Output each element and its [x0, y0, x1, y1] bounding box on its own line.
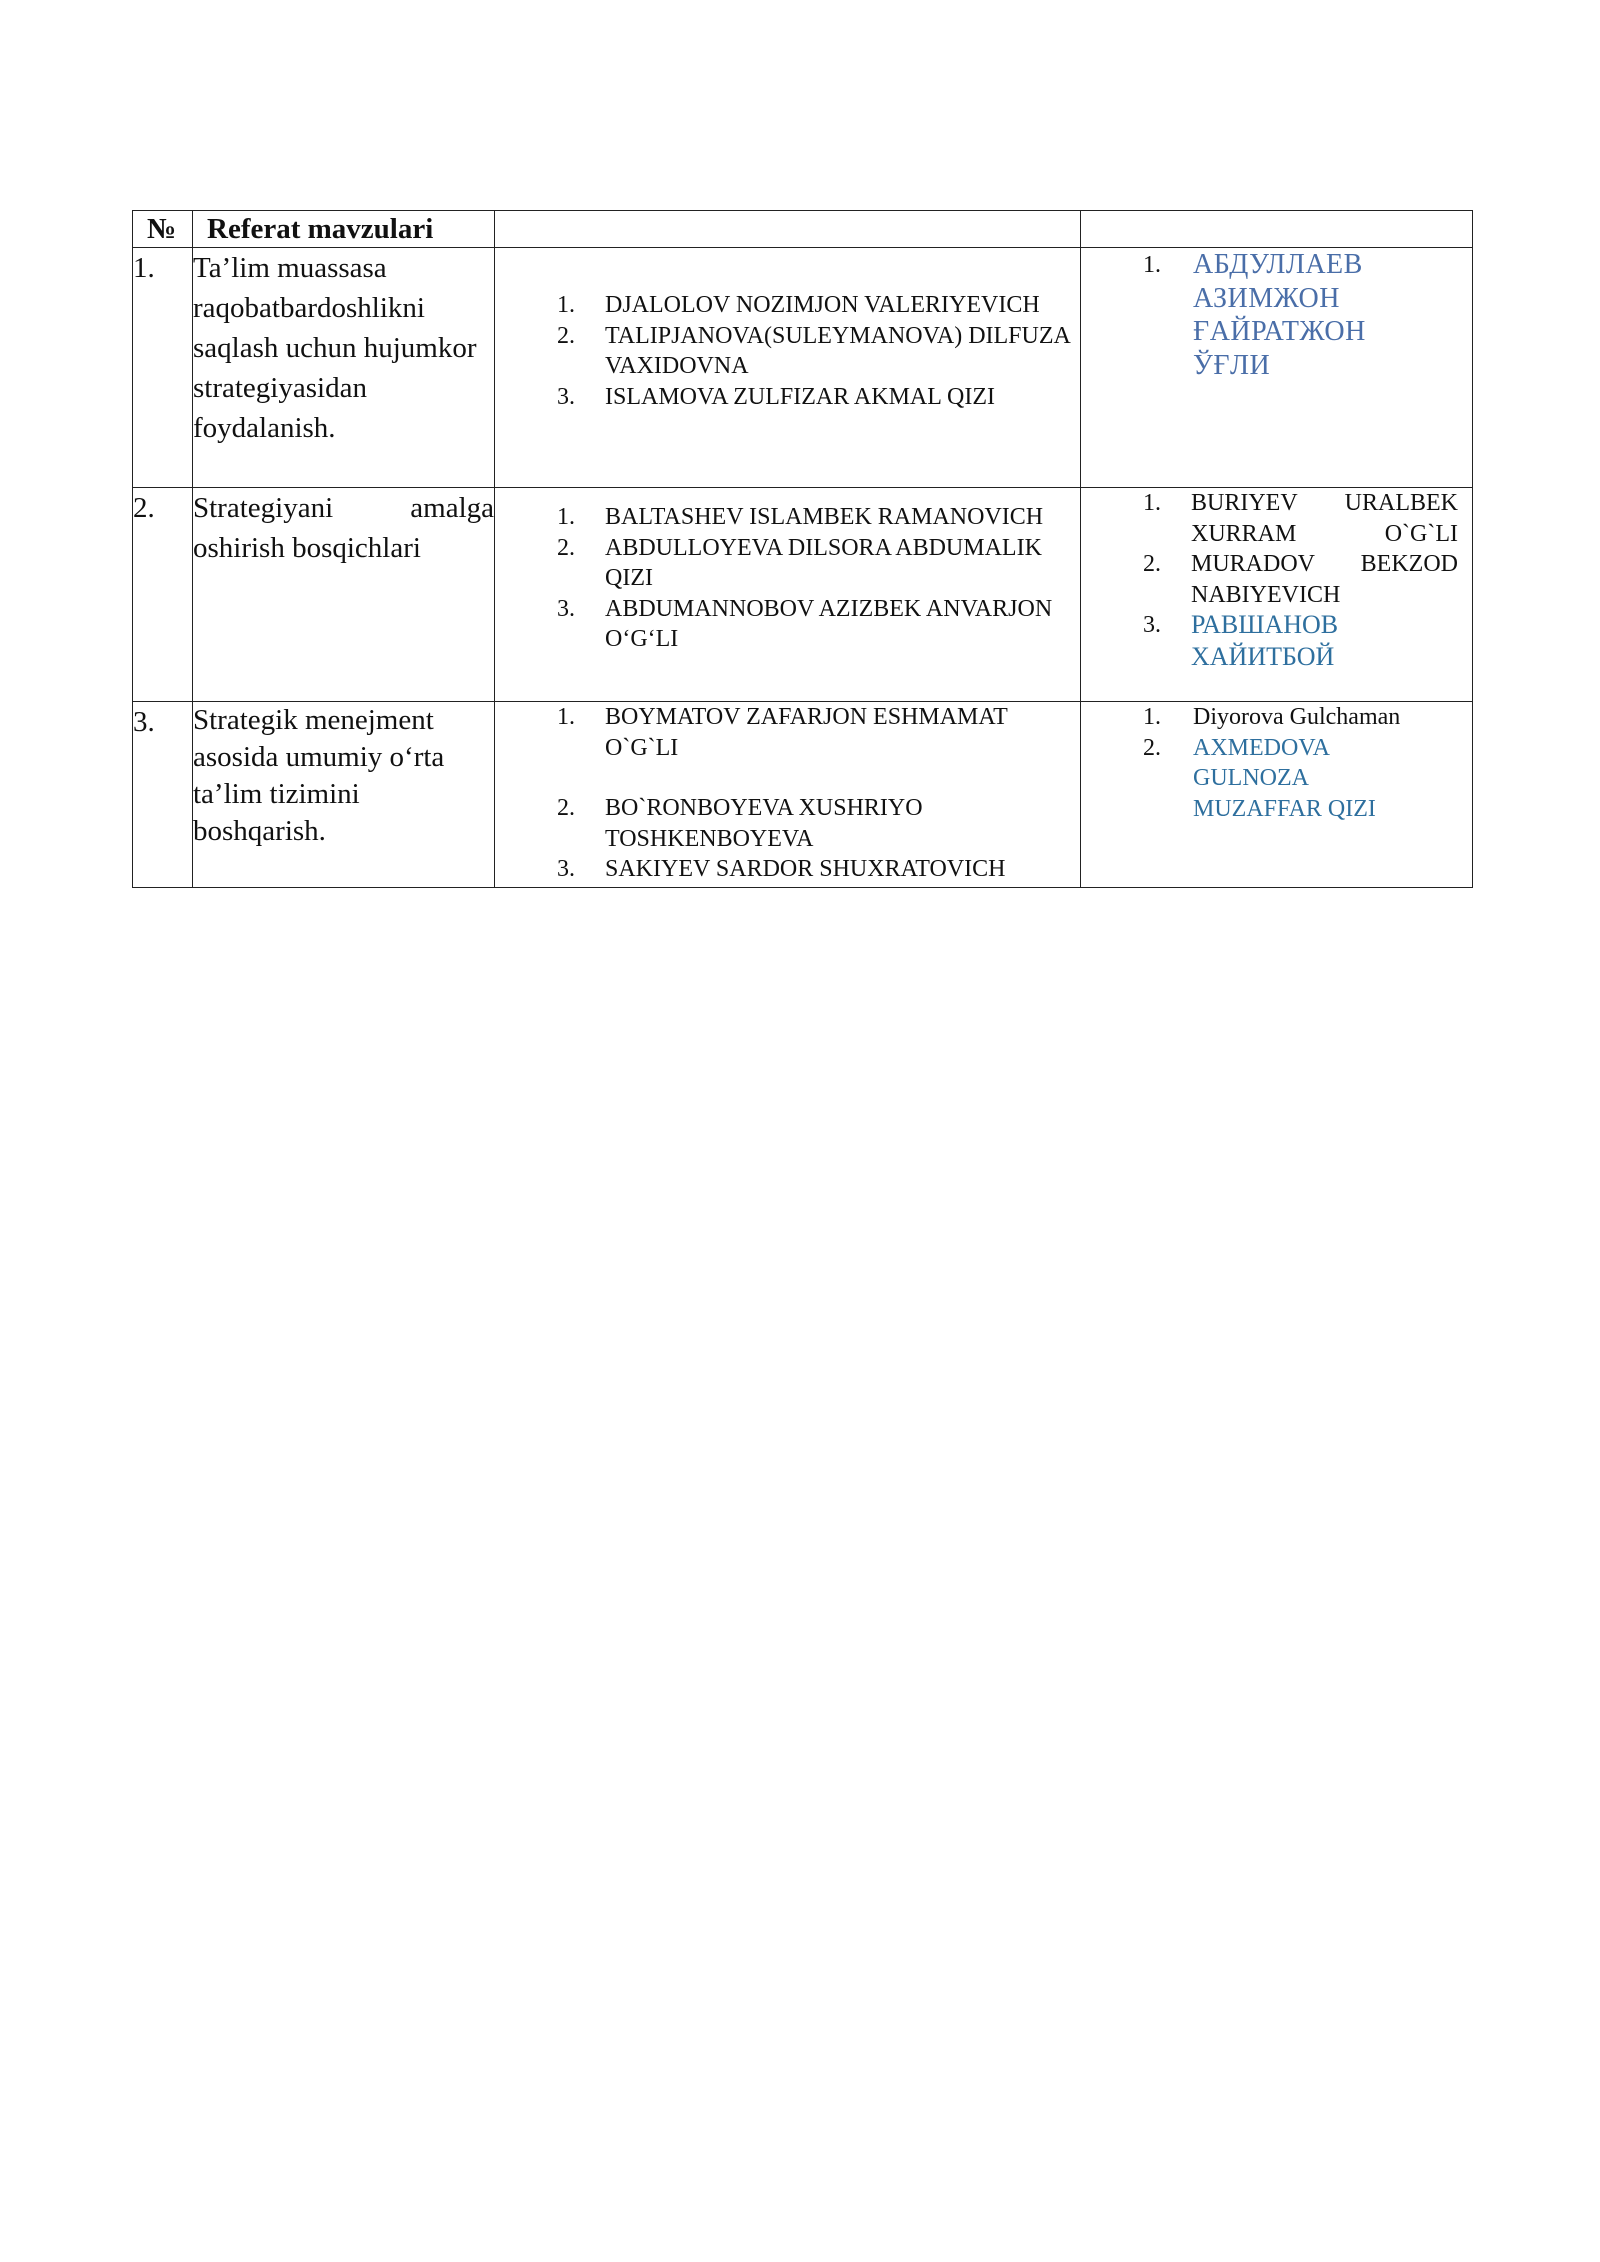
topic-cell: Strategik menejment asosida umumiy o‘rta ta’lim tizimini boshqarish. [193, 702, 495, 888]
students-a-cell [495, 488, 1081, 702]
list-item: 2. TALIPJANOVA(SULEYMANOVA) DILFUZA VAXIDOVNA [557, 322, 1070, 379]
list-item: 2. AXMEDOVA GULNOZA MUZAFFAR QIZI [1143, 734, 1376, 822]
table-row [133, 702, 1473, 888]
table-header-row [133, 211, 1473, 248]
list-item: 1. DJALOLOV NOZIMJON VALERIYEVICH [557, 292, 1040, 318]
students-b-list [1081, 702, 1472, 824]
students-a-list [495, 290, 1080, 412]
list-item: 3. РАВШАНОВ ХАЙИТБОЙ [1143, 610, 1339, 671]
referat-table [132, 210, 1473, 888]
list-item: 1. Diyorova Gulchaman [1143, 704, 1401, 730]
list-item: 2. ABDULLOYEVA DILSORA ABDUMALIK QIZI [557, 534, 1042, 591]
list-item: 3. SAKIYEV SARDOR SHUXRATOVICH [557, 856, 1006, 882]
students-b-list [1081, 488, 1472, 673]
topic-cell: Strategiyani amalga oshirish bosqichlari [193, 488, 495, 702]
list-item: 2. BO`RONBOYEVA XUSHRIYO TOSHKENBOYEVA [557, 795, 923, 852]
list-item: 1. АБДУЛЛАЕВ АЗИМЖОН ҒАЙРАТЖОН ЎҒЛИ [1143, 249, 1366, 381]
list-item: 1. BALTASHEV ISLAMBEK RAMANOVICH [557, 504, 1044, 530]
row-number: 3. [133, 702, 193, 888]
header-col4 [1081, 211, 1473, 248]
students-a-cell [495, 702, 1081, 888]
students-b-cell [1081, 248, 1473, 488]
students-a-cell [495, 248, 1081, 488]
students-a-list [495, 502, 1080, 655]
students-a-list [495, 702, 1080, 885]
list-item: 2. MURADOV BEKZOD NABIYEVICH [1143, 551, 1458, 608]
students-b-cell [1081, 702, 1473, 888]
row-number: 1. [133, 248, 193, 488]
table-row [133, 488, 1473, 702]
students-b-cell [1081, 488, 1473, 702]
list-item: 1. BOYMATOV ZAFARJON ESHMAMAT O`G`LI [557, 704, 1008, 761]
header-col3 [495, 211, 1081, 248]
list-item: 3. ABDUMANNOBOV AZIZBEK ANVARJON O‘G‘LI [557, 595, 1053, 652]
header-topics: Referat mavzulari [193, 211, 495, 248]
students-b-list [1081, 248, 1472, 382]
table-row [133, 248, 1473, 488]
topic-cell: Ta’lim muassasa raqobatbardoshlikni saqlash uchun hujumkor strategiyasidan foydalanish. [193, 248, 495, 488]
list-item: 1. BURIYEV URALBEK XURRAM O`G`LI [1143, 490, 1458, 547]
list-item: 3. ISLAMOVA ZULFIZAR AKMAL QIZI [557, 383, 995, 410]
row-number: 2. [133, 488, 193, 702]
header-number: № [133, 211, 193, 248]
